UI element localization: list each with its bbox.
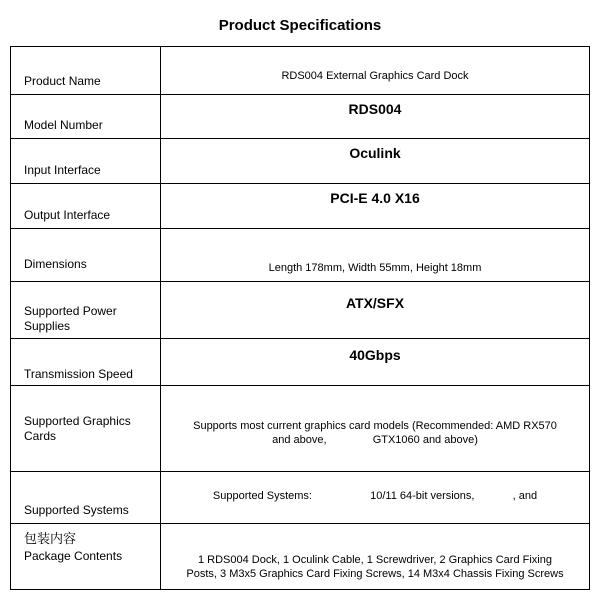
- value-line: 1 RDS004 Dock, 1 Oculink Cable, 1 Screwdriver, 2 Graphics Card Fixing: [198, 554, 552, 566]
- table-row: [11, 282, 590, 339]
- row-label: Dimensions: [11, 229, 161, 282]
- row-value: [161, 386, 590, 472]
- value-line: [175, 489, 575, 503]
- row-label: Product Name: [11, 47, 161, 95]
- table-row: [11, 524, 590, 590]
- row-value: RDS004 External Graphics Card Dock: [161, 47, 590, 95]
- row-label: Supported Systems: [11, 472, 161, 524]
- row-value: Length 178mm, Width 55mm, Height 18mm: [161, 229, 590, 282]
- page-title: Product Specifications: [218, 17, 382, 34]
- row-label: Supported Power Supplies: [11, 282, 161, 339]
- value-fragment: Supported Systems:: [212, 489, 312, 502]
- row-label: Input Interface: [11, 139, 161, 184]
- row-label-cn: 包装内容: [24, 532, 77, 547]
- row-value: RDS004: [161, 95, 590, 139]
- table-row: [11, 472, 590, 524]
- row-label: Model Number: [11, 95, 161, 139]
- value-fragment: , and: [512, 489, 538, 502]
- table-row: [11, 95, 590, 139]
- table-row: [11, 229, 590, 282]
- row-label: Output Interface: [11, 184, 161, 229]
- row-value: Oculink: [161, 139, 590, 184]
- table-row: [11, 139, 590, 184]
- row-value: PCI-E 4.0 X16: [161, 184, 590, 229]
- row-label: [11, 524, 161, 590]
- table-row: [11, 386, 590, 472]
- value-line: Posts, 3 M3x5 Graphics Card Fixing Screws, 14 M3x4 Chassis Fixing Screws: [186, 568, 564, 580]
- value-fragment: 10/11 64-bit versions,: [370, 489, 475, 502]
- table-row: [11, 184, 590, 229]
- row-value: [161, 472, 590, 524]
- row-value: 40Gbps: [161, 339, 590, 386]
- row-value: ATX/SFX: [161, 282, 590, 339]
- table-row: [11, 47, 590, 95]
- row-value: [161, 524, 590, 590]
- row-label: Supported Graphics Cards: [11, 386, 161, 472]
- value-line: Supports most current graphics card models (Recommended: AMD RX570: [193, 419, 557, 432]
- value-line: [175, 433, 575, 447]
- table-row: [11, 339, 590, 386]
- spec-table: [10, 46, 590, 590]
- row-label: Transmission Speed: [11, 339, 161, 386]
- row-label-en: Package Contents: [24, 549, 123, 563]
- value-fragment: GTX1060 and above): [372, 433, 478, 446]
- value-fragment: and above,: [272, 433, 327, 446]
